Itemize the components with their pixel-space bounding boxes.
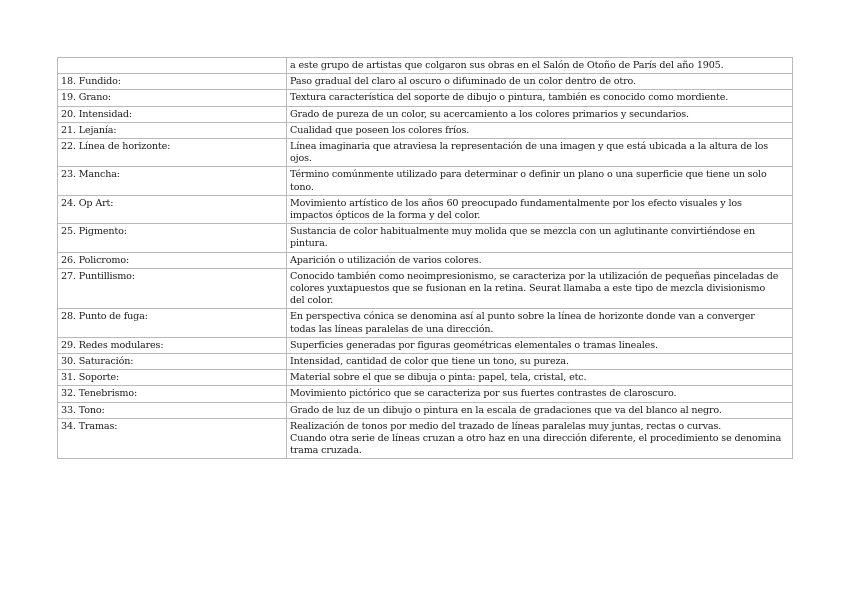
table-row <box>58 195 793 223</box>
table-row <box>58 74 793 90</box>
term-cell: 25. Pigmento: <box>58 224 287 252</box>
definition-cell <box>287 106 793 122</box>
definition-line: Superficies generadas por figuras geométricas elementales o tramas lineales. <box>290 339 658 351</box>
term-cell: 32. Tenebrismo: <box>58 386 287 402</box>
definition-line: ojos. <box>290 153 312 165</box>
definition-line: colores yuxtapuestos que se fusionan en la retina. Seurat llamaba a este tipo de mezcla divisionismo <box>290 283 766 295</box>
definition-cell <box>287 418 793 459</box>
definition-line: todas las líneas paralelas de una dirección. <box>290 323 494 335</box>
definition-line: Movimiento pictórico que se caracteriza por sus fuertes contrastes de claroscuro. <box>290 388 677 400</box>
term-cell: 21. Lejanía: <box>58 122 287 138</box>
definition-line: Textura característica del soporte de dibujo o pintura, también es conocido como mordiente. <box>290 92 729 104</box>
definition-cell <box>287 195 793 223</box>
definition-line: a este grupo de artistas que colgaron sus obras en el Salón de Otoño de París del año 1905. <box>290 60 724 71</box>
term-cell: 30. Saturación: <box>58 354 287 370</box>
definition-cell <box>287 90 793 106</box>
definition-line: tono. <box>290 181 314 193</box>
table-row <box>58 370 793 386</box>
table-row <box>58 122 793 138</box>
definition-cell <box>287 224 793 252</box>
definition-cell <box>287 354 793 370</box>
definition-line: pintura. <box>290 238 328 250</box>
term-cell: 31. Soporte: <box>58 370 287 386</box>
table-row <box>58 418 793 459</box>
table-row <box>58 402 793 418</box>
definition-cell <box>287 252 793 268</box>
table-row <box>58 309 793 337</box>
table-row <box>58 386 793 402</box>
definition-line: Movimiento artístico de los años 60 preocupado fundamentalmente por los efecto visuales y los <box>290 197 742 209</box>
definition-line: Cualidad que poseen los colores fríos. <box>290 124 470 136</box>
glossary-table <box>57 57 793 459</box>
definition-line: Aparición o utilización de varios colores. <box>290 254 482 266</box>
definition-cell <box>287 309 793 337</box>
definition-line: Cuando otra serie de líneas cruzan a otro haz en una dirección diferente, el procedimiento se denomina <box>290 433 782 445</box>
definition-cell <box>287 167 793 195</box>
term-cell: 33. Tono: <box>58 402 287 418</box>
definition-cell <box>287 122 793 138</box>
definition-line: En perspectiva cónica se denomina así al punto sobre la línea de horizonte donde van a converger <box>290 311 755 323</box>
definition-line: Realización de tonos por medio del trazado de líneas paralelas muy juntas, rectas o curvas. <box>290 420 722 432</box>
definition-cell <box>287 337 793 353</box>
definition-line: Sustancia de color habitualmente muy molida que se mezcla con un aglutinante convirtiéndose en <box>290 226 755 238</box>
definition-cell <box>287 370 793 386</box>
definition-cell <box>287 386 793 402</box>
definition-line: Conocido también como neoimpresionismo, se caracteriza por la utilización de pequeñas pinceladas de <box>290 270 779 282</box>
term-cell: 18. Fundido: <box>58 74 287 90</box>
term-cell <box>58 58 287 74</box>
term-cell: 22. Línea de horizonte: <box>58 139 287 167</box>
table-row <box>58 58 793 74</box>
term-cell: 26. Policromo: <box>58 252 287 268</box>
table-row <box>58 90 793 106</box>
definition-line: Línea imaginaria que atraviesa la representación de una imagen y que está ubicada a la altura de los <box>290 141 769 153</box>
definition-cell <box>287 74 793 90</box>
definition-line: Intensidad, cantidad de color que tiene un tono, su pureza. <box>290 356 569 368</box>
definition-line: Grado de pureza de un color, su acercamiento a los colores primarios y secundarios. <box>290 108 689 120</box>
table-row <box>58 337 793 353</box>
term-cell: 29. Redes modulares: <box>58 337 287 353</box>
table-row <box>58 252 793 268</box>
term-cell: 34. Tramas: <box>58 418 287 459</box>
definition-line: Término comúnmente utilizado para determinar o definir un plano o una superficie que tiene un solo <box>290 169 767 181</box>
definition-cell <box>287 58 793 74</box>
term-cell: 19. Grano: <box>58 90 287 106</box>
term-cell: 23. Mancha: <box>58 167 287 195</box>
definition-line: del color. <box>290 295 334 307</box>
definition-line: impactos ópticos de la forma y del color. <box>290 210 481 222</box>
definition-cell <box>287 139 793 167</box>
table-row <box>58 224 793 252</box>
table-row <box>58 268 793 309</box>
term-cell: 28. Punto de fuga: <box>58 309 287 337</box>
table-row <box>58 167 793 195</box>
term-cell: 20. Intensidad: <box>58 106 287 122</box>
table-row <box>58 106 793 122</box>
definition-line: trama cruzada. <box>290 445 362 457</box>
definition-line: Paso gradual del claro al oscuro o difuminado de un color dentro de otro. <box>290 76 636 88</box>
definition-line: Material sobre el que se dibuja o pinta: papel, tela, cristal, etc. <box>290 372 587 384</box>
definition-line: Grado de luz de un dibujo o pintura en la escala de gradaciones que va del blanco al negro. <box>290 404 722 416</box>
table-row <box>58 354 793 370</box>
definition-cell <box>287 268 793 309</box>
definition-cell <box>287 402 793 418</box>
term-cell: 24. Op Art: <box>58 195 287 223</box>
term-cell: 27. Puntillismo: <box>58 268 287 309</box>
glossary-table-body <box>58 58 793 459</box>
table-row <box>58 139 793 167</box>
